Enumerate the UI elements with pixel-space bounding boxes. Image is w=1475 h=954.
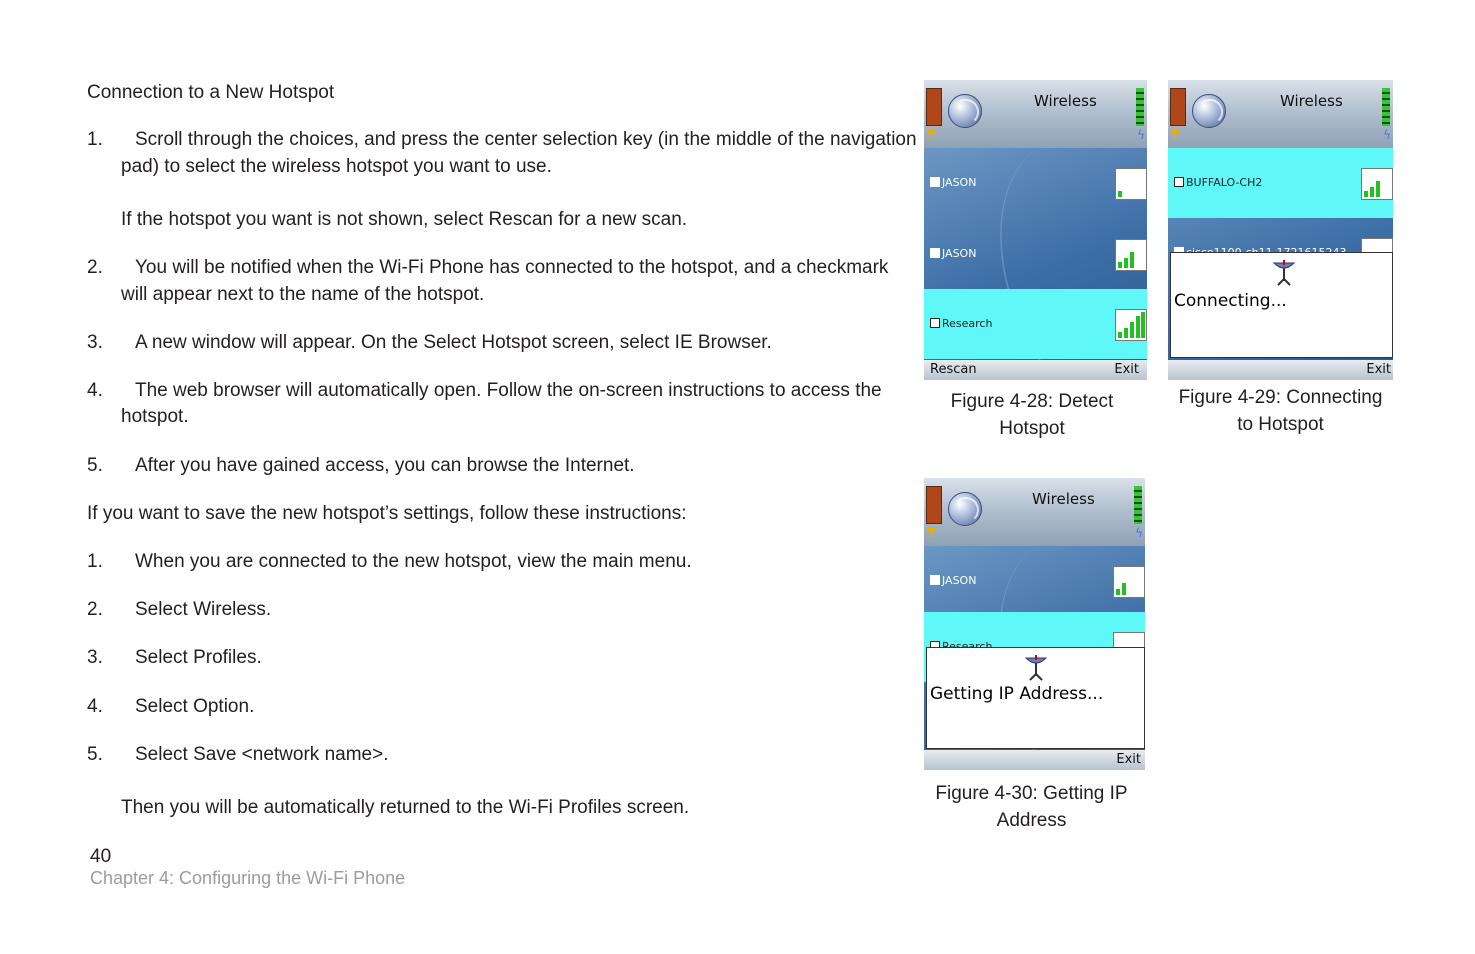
step-number: 2. — [87, 257, 103, 278]
signal-strength-indicator — [1136, 88, 1144, 126]
step-number: 5. — [87, 455, 103, 476]
figure-detect-hotspot-screen — [924, 80, 1147, 380]
step-text-cont: pad) to select the wireless hotspot you want to use. — [121, 156, 552, 177]
charging-icon: ϟ — [1383, 128, 1391, 142]
step-number: 3. — [87, 332, 103, 353]
figure-connecting-screen — [1168, 80, 1393, 380]
step-number: 3. — [87, 647, 103, 668]
save-step-text: Select Wireless. — [135, 599, 272, 620]
closing-note: Then you will be automatically returned to the Wi-Fi Profiles screen. — [121, 797, 690, 818]
signal-bars-icon — [1115, 309, 1147, 341]
dialog-message: Getting IP Address... — [930, 684, 1104, 704]
hotspot-row[interactable]: JASON — [924, 546, 1145, 616]
page-number: 40 — [90, 846, 112, 867]
step-number: 5. — [87, 744, 103, 765]
figure-caption: Figure 4-29: Connecting to Hotspot — [1178, 387, 1383, 435]
chapter-footer: Chapter 4: Configuring the Wi-Fi Phone — [90, 868, 406, 888]
getting-ip-dialog — [926, 647, 1145, 749]
step-number: 4. — [87, 380, 103, 401]
step-number: 4. — [87, 696, 103, 717]
step-number: 1. — [87, 551, 103, 572]
signal-strength-indicator — [1382, 88, 1390, 126]
battery-indicator — [1170, 88, 1186, 126]
phone-header — [1168, 80, 1393, 148]
hotspot-list — [924, 148, 1147, 360]
softkey-bar — [924, 750, 1145, 770]
signal-bars-icon — [1113, 566, 1145, 598]
dialog-message: Connecting... — [1174, 291, 1287, 311]
step-text: The web browser will automatically open. Follow the on-screen instructions to access the — [135, 380, 882, 401]
step-text: After you have gained access, you can browse the Internet. — [135, 455, 635, 476]
battery-indicator — [926, 88, 942, 126]
hotspot-row[interactable]: JASON — [924, 219, 1147, 289]
save-intro: If you want to save the new hotspot’s settings, follow these instructions: — [87, 503, 687, 524]
antenna-icon: ╤ — [1171, 125, 1179, 140]
exit-softkey[interactable]: Exit — [1366, 362, 1391, 377]
battery-indicator — [926, 486, 942, 524]
hotspot-row[interactable]: JASON — [924, 148, 1147, 218]
signal-bars-icon — [1115, 239, 1147, 271]
charging-icon: ϟ — [1135, 526, 1143, 540]
charging-icon: ϟ — [1137, 128, 1145, 142]
save-step-text: Select Save <network name>. — [135, 744, 389, 765]
connecting-dialog — [1170, 252, 1393, 358]
rescan-note: If the hotspot you want is not shown, select Rescan for a new scan. — [121, 209, 688, 230]
step-text: You will be notified when the Wi-Fi Phone has connected to the hotspot, and a checkmark — [135, 257, 889, 278]
hotspot-row-selected[interactable]: Research — [924, 289, 1147, 359]
step-text: A new window will appear. On the Select Hotspot screen, select IE Browser. — [135, 332, 772, 353]
section-heading: Connection to a New Hotspot — [87, 82, 335, 103]
softkey-bar — [1168, 360, 1393, 380]
exit-softkey[interactable]: Exit — [1116, 752, 1141, 767]
figure-getting-ip-screen — [924, 478, 1145, 770]
phone-header — [924, 478, 1145, 546]
save-step-text: When you are connected to the new hotspot, view the main menu. — [135, 551, 692, 572]
step-text-cont: hotspot. — [121, 406, 189, 427]
step-number: 2. — [87, 599, 103, 620]
figure-caption: Figure 4-28: Detect Hotspot — [950, 391, 1114, 439]
globe-icon — [948, 492, 982, 526]
phone-header — [924, 80, 1147, 148]
screen-title: Wireless — [1032, 490, 1095, 508]
hotspot-row-selected[interactable]: BUFFALO-CH2 — [1168, 148, 1393, 218]
screen-title: Wireless — [1034, 92, 1097, 110]
softkey-bar — [924, 360, 1147, 380]
globe-icon — [1192, 94, 1226, 128]
save-step-text: Select Profiles. — [135, 647, 262, 668]
save-step-text: Select Option. — [135, 696, 255, 717]
satellite-dish-icon — [1023, 654, 1049, 682]
signal-bars-icon — [1115, 168, 1147, 200]
antenna-icon: ╤ — [927, 125, 935, 140]
globe-icon — [948, 94, 982, 128]
step-number: 1. — [87, 129, 103, 150]
satellite-dish-icon — [1271, 259, 1297, 287]
step-text: Scroll through the choices, and press the center selection key (in the middle of the navigation — [135, 129, 917, 150]
antenna-icon: ╤ — [927, 523, 935, 538]
screen-title: Wireless — [1280, 92, 1343, 110]
signal-strength-indicator — [1134, 486, 1142, 524]
figure-caption: Figure 4-30: Getting IP Address — [935, 783, 1128, 831]
step-text-cont: will appear next to the name of the hotspot. — [121, 284, 485, 305]
signal-bars-icon — [1361, 168, 1393, 200]
rescan-softkey[interactable]: Rescan — [930, 362, 977, 377]
exit-softkey[interactable]: Exit — [1114, 362, 1139, 377]
